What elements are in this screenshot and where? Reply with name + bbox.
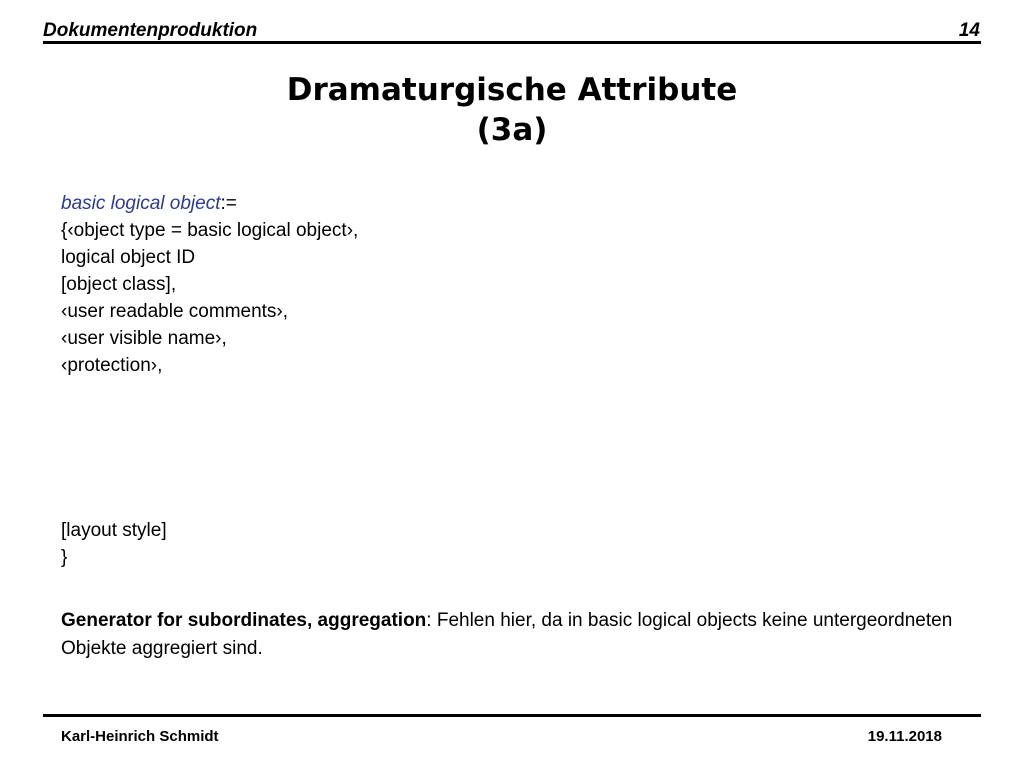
definition-line: ‹user visible name›, [61, 328, 227, 349]
definition-tail [61, 517, 167, 571]
definition-block [61, 190, 358, 379]
definition-line: [layout style] [61, 520, 167, 541]
definition-operator: := [220, 193, 237, 214]
definition-closing-brace: } [61, 547, 68, 568]
slide-title-line-1: Dramaturgische Attribute [286, 72, 738, 108]
note-bold-lead: Generator for subordinates, aggregation [61, 610, 427, 631]
definition-header [61, 190, 358, 217]
slide-title-line-2: (3a) [476, 112, 548, 148]
footer-date: 19.11.2018 [867, 728, 942, 745]
definition-line: logical object ID [61, 247, 196, 268]
definition-line: ‹protection›, [61, 355, 163, 376]
slide-title [0, 70, 1024, 150]
footer-divider [43, 714, 981, 717]
header-divider [43, 41, 981, 44]
definition-line: ‹user readable comments›, [61, 301, 289, 322]
definition-term: basic logical object [61, 193, 221, 214]
definition-line: [object class], [61, 274, 177, 295]
footer-author: Karl-Heinrich Schmidt [61, 728, 219, 745]
page-number: 14 [958, 20, 980, 41]
note-paragraph [61, 607, 981, 663]
definition-line: {‹object type = basic logical object›, [61, 220, 359, 241]
note-text: : Fehlen hier, da in basic logical objects keine untergeordneten Objekte aggregiert sind. [61, 610, 953, 659]
header-course-title: Dokumentenproduktion [43, 20, 258, 41]
